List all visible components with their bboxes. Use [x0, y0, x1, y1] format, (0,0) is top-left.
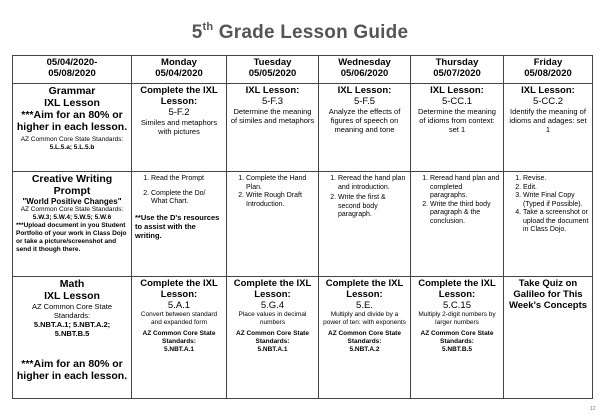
- math-wednesday: Complete the IXL Lesson: 5.E. Multiply and divide by a power of ten: with exponents AZ Common Core State Standards: 5.NBT.A.2: [319, 277, 411, 399]
- header-wednesday: Wednesday 05/06/2020: [319, 56, 411, 84]
- math-subject-cell: [13, 277, 132, 399]
- math-thursday: Complete the IXL Lesson: 5.C.15 Multiply 2-digit numbers by larger numbers AZ Common Core State Standards: 5.NBT.B.5: [411, 277, 504, 399]
- math-monday: Complete the IXL Lesson: 5.A.1 Convert between standard and expanded form AZ Common Core State Standards: 5.NBT.A.1: [132, 277, 227, 399]
- writing-row: [13, 172, 593, 277]
- header-tuesday: Tuesday 05/05/2020: [227, 56, 319, 84]
- grammar-aim: ***Aim for an 80% or higher in each lesson.: [16, 109, 128, 133]
- math-lesson: IXL Lesson: [44, 290, 100, 302]
- writing-wednesday: 1. Reread the hand plan and introduction. 2. Write the first & second body paragraph.: [319, 172, 411, 277]
- header-thursday: Thursday 05/07/2020: [411, 56, 504, 84]
- header-monday: Monday 05/04/2020: [132, 56, 227, 84]
- grammar-standards-label: AZ Common Core State Standards:: [20, 136, 124, 143]
- page-number: 12: [590, 406, 596, 412]
- title-superscript: th: [202, 21, 214, 33]
- math-row: [13, 277, 593, 399]
- writing-thursday: 1. Reread hand plan and completed paragraphs. 2. Write the third body paragraph & the conclusion.: [411, 172, 504, 277]
- grammar-row: [13, 84, 593, 172]
- writing-resources-note: **Use the D's resources to assist with the writing.: [135, 212, 220, 240]
- writing-upload-note: ***Upload document in you Student Portfolio of your work in Class Dojo or take a picture/screenshot and send it though there.: [16, 222, 127, 253]
- writing-subject: Creative Writing Prompt: [31, 173, 113, 197]
- grammar-subject: Grammar: [48, 85, 96, 97]
- title-number: 5: [191, 22, 203, 43]
- grammar-lesson: IXL Lesson: [44, 97, 100, 109]
- grammar-standards-codes: 5.L.5.a; 5.L.5.b: [49, 144, 95, 151]
- grammar-wednesday: IXL Lesson: 5-F.5 Analyze the effects of figures of speech on meaning and tone: [319, 84, 411, 172]
- writing-subject-cell: [13, 172, 132, 277]
- writing-monday: 1. Read the Prompt 2. Complete the Do/ What Chart. **Use the D's resources to assist with the writing.: [132, 172, 227, 277]
- grammar-thursday: IXL Lesson: 5-CC.1 Determine the meaning of idioms from context: set 1: [411, 84, 504, 172]
- writing-standards-label: AZ Common Core State Standards:: [20, 206, 124, 213]
- math-friday: [504, 277, 593, 399]
- writing-topic: "World Positive Changes": [22, 197, 122, 206]
- math-standards-codes: 5.NBT.A.1; 5.NBT.A.2; 5.NBT.B.5: [33, 320, 111, 338]
- header-row: [13, 56, 593, 84]
- math-aim: ***Aim for an 80% or higher in each lesson.: [16, 358, 128, 382]
- math-friday-quiz: Take Quiz on Galileo for This Week's Concepts: [508, 278, 588, 311]
- header-friday: Friday 05/08/2020: [504, 56, 593, 84]
- title-text: Grade Lesson Guide: [213, 22, 409, 43]
- writing-friday: 1. Revise. 2. Edit. 3. Write Final Copy (Typed if Possible). 4. Take a screenshot or upload the document in Class Dojo.: [504, 172, 593, 277]
- math-standards-label: AZ Common Core State Standards:: [31, 302, 113, 320]
- grammar-tuesday: IXL Lesson: 5-F.3 Determine the meaning of similes and metaphors: [227, 84, 319, 172]
- lesson-guide-table: [12, 55, 593, 399]
- page-title: [0, 22, 600, 44]
- writing-tuesday: 1. Complete the Hand Plan. 2. Write Rough Draft Introduction.: [227, 172, 319, 277]
- grammar-friday: IXL Lesson: 5-CC.2 Identify the meaning of idioms and adages: set 1: [504, 84, 593, 172]
- grammar-monday: Complete the IXL Lesson: 5-F.2 Similes and metaphors with pictures: [132, 84, 227, 172]
- math-subject: Math: [59, 278, 85, 290]
- header-week: 05/04/2020- 05/08/2020: [13, 56, 132, 84]
- math-tuesday: Complete the IXL Lesson: 5.G.4 Place values in decimal numbers AZ Common Core State Standards: 5.NBT.A.1: [227, 277, 319, 399]
- grammar-subject-cell: [13, 84, 132, 172]
- writing-standards-codes: 5.W.3; 5.W.4; 5.W.5; 5.W.6: [32, 214, 112, 221]
